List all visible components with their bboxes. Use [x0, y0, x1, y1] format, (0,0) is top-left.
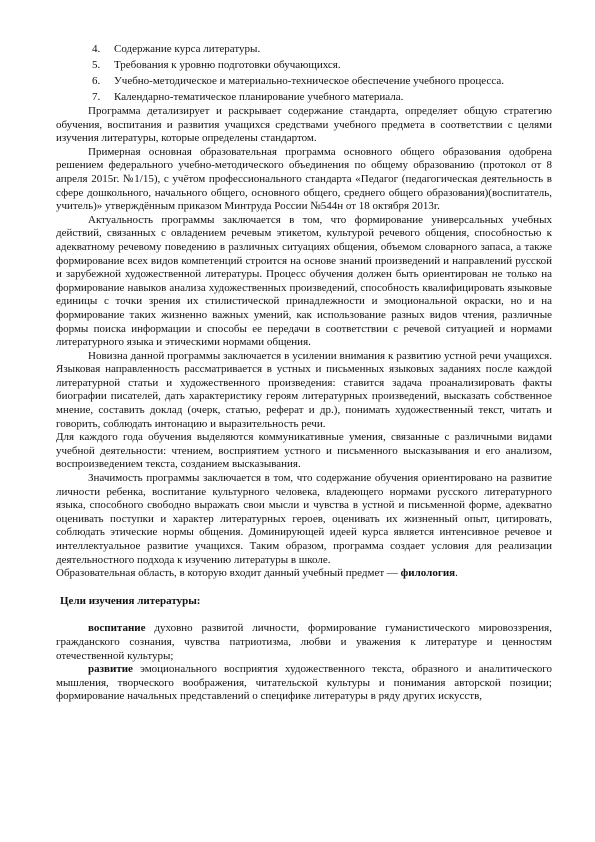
goal-item: [56, 622, 552, 663]
paragraph-end: .: [455, 567, 458, 580]
contents-item: [92, 57, 504, 73]
paragraph: Примерная основная образовательная программа основного общего образования одобрена решением федерального учебно-методического объединения по общему образованию (протокол от 8 апреля 2015г. №1/15), с учётом профессионального стандарта «Педагог (педагогическая деятельность в сфере дошкольного, начального общего, основного общего, среднего общего образования)(воспитатель, учитель)» утверждённым приказом Минтруда России №544н от 18 октября 2013г.: [56, 145, 552, 213]
item-number: 6.: [92, 75, 101, 87]
item-number: 5.: [92, 59, 101, 71]
paragraph: Новизна данной программы заключается в усилении внимания к развитию устной речи учащихся. Языковая направленность рассматривается в устных и письменных языковых заданиях после каждой литературной статьи и художественного произведения: ставится задача проанализировать факты биографии писателей, дать характеристику героям литературных произведений, высказать собственное мнение, составить доклад (очерк, статью, реферат и др.), понимать художественный текст, читать и говорить, соблюдать интонацию и выразительность речи.: [56, 349, 552, 430]
goal-item: [56, 663, 552, 704]
goal-text: духовно развитой личности, формирование гуманистического мировоззрения, гражданского сознания, чувства патриотизма, любви и уважения к литературе и ценностям отечественной культуры;: [56, 622, 552, 662]
goal-text: эмоционального восприятия художественного текста, образного и аналитического мышления, творческого воображения, читательской культуры и понимания авторской позиции; формирование начальных представлений о специфике литературы в ряду других искусств,: [56, 663, 552, 703]
item-number: 4.: [92, 43, 101, 55]
contents-item: [92, 73, 504, 89]
paragraph: Актуальность программы заключается в том, что формирование универсальных учебных действий, связанных с овладением речевым этикетом, культурой речевого общения, способностью к адекватному речевому поведению в различных ситуациях общения, объемом словарного запаса, а также формирование всех видов компетенций строится на основе знаний произведений и направлений русской и зарубежной художественной литературы. Процесс обучения должен быть ориентирован не только на формирование навыков анализа художественных произведений, способность квалифицировать языковые единицы с точки зрения их стилистической принадлежности и эмоциональной окраски, но и на формирование таких жизненно важных умений, как использование разных видов чтения, различные формы поиска информации и способы ее передачи в соответствии с речевой ситуацией и нормами литературного языка и этическими нормами общения.: [56, 213, 552, 349]
goal-term: воспитание: [88, 622, 146, 635]
item-text: Содержание курса литературы.: [114, 43, 261, 55]
contents-item: [92, 89, 504, 105]
section-heading: Цели изучения литературы:: [60, 594, 201, 607]
item-text: Календарно-тематическое планирование учебного материала.: [114, 91, 404, 103]
document-body: [56, 105, 552, 704]
contents-item: [92, 41, 504, 57]
paragraph: [56, 567, 552, 581]
paragraph: Программа детализирует и раскрывает содержание стандарта, определяет общую стратегию обучения, воспитания и развития учащихся средствами учебного предмета в соответствии с целями изучения литературы, которые определены стандартом.: [56, 105, 552, 145]
item-text: Требования к уровню подготовки обучающихся.: [114, 59, 341, 71]
paragraph: Для каждого года обучения выделяются коммуникативные умения, связанные с различными видами учебной деятельности: чтением, восприятием устного и письменного высказывания и его анализом, воспроизведением текста, созданием высказывания.: [56, 431, 552, 471]
item-text: Учебно-методическое и материально-техническое обеспечение учебного процесса.: [114, 75, 504, 87]
paragraph: Значимость программы заключается в том, что содержание обучения ориентировано на развитие личности ребенка, воспитание культурного человека, владеющего нормами русского литературного языка, способного свободно выражать свои мысли и чувства в устной и письменной форме, адекватно оценивать поступки и характер литературных героев, оценивать их жизненный опыт, цитировать, соблюдать этические нормы общения. Доминирующей идеей курса является интенсивное речевое и интеллектуальное развитие учащихся. Таким образом, программа создает условия для реализации деятельностного подхода к изучению литературы в школе.: [56, 472, 552, 566]
paragraph-text: Образовательная область, в которую входит данный учебный предмет —: [56, 567, 401, 580]
contents-list: [92, 41, 504, 105]
goal-term: развитие: [88, 663, 133, 676]
item-number: 7.: [92, 91, 101, 103]
subject-name: филология: [400, 567, 456, 580]
